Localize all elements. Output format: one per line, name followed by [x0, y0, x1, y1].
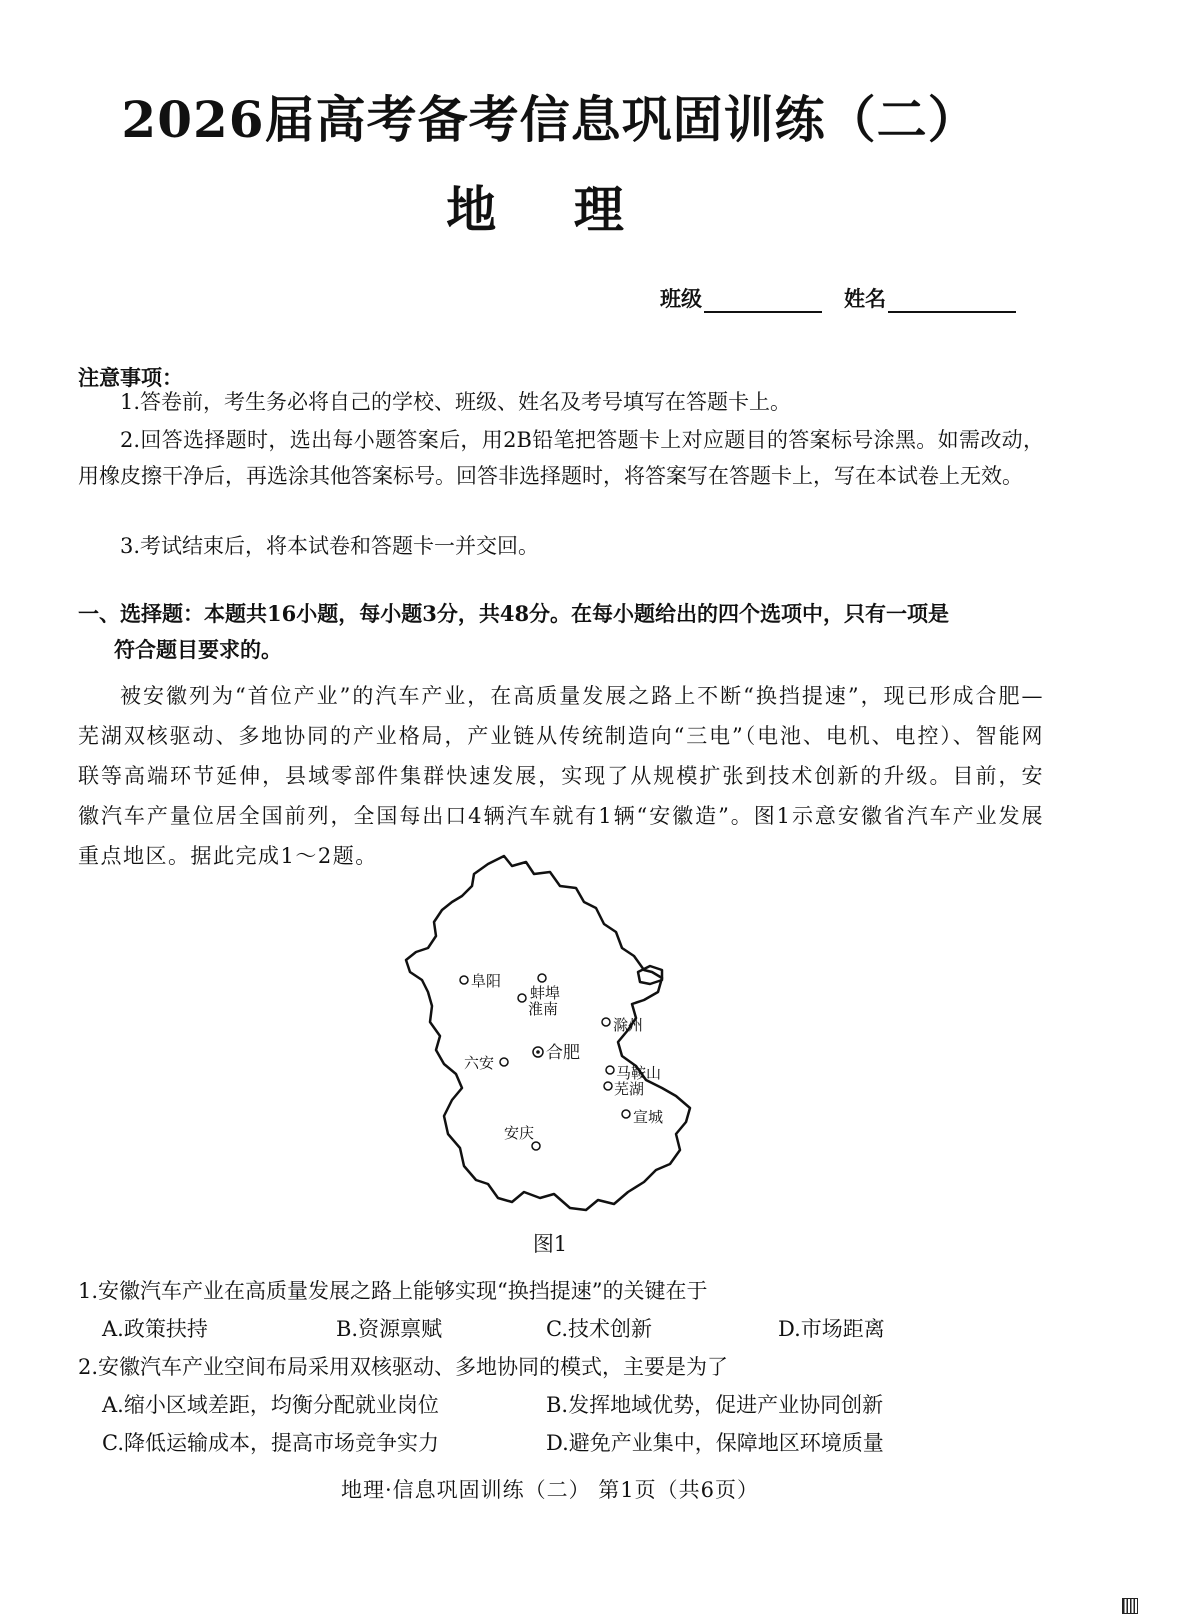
q1-option-c: C.技术创新 [546, 1317, 652, 1341]
notes-title: 注意事项： [78, 365, 183, 390]
class-blank [704, 289, 822, 313]
q2-option-a: A.缩小区域差距，均衡分配就业岗位 [102, 1393, 439, 1417]
page-footer: 地理·信息巩固训练（二） 第1页（共6页） [340, 1478, 760, 1502]
city-marker-maanshan [606, 1066, 614, 1074]
city-label-maanshan: 马鞍山 [616, 1064, 662, 1082]
city-label-fuyang: 阜阳 [471, 972, 502, 990]
student-info-fields [660, 283, 1016, 313]
city-marker-huainan [518, 994, 526, 1002]
city-label-huainan: 淮南 [528, 1000, 559, 1018]
city-marker-hefei-dot [536, 1050, 540, 1054]
name-label: 姓名 [844, 286, 886, 311]
city-marker-xuancheng [622, 1110, 630, 1118]
city-marker-wuhu [604, 1082, 612, 1090]
q2-option-c: C.降低运输成本，提高市场竞争实力 [102, 1431, 439, 1455]
city-marker-bengbu [538, 974, 546, 982]
city-marker-chuzhou [602, 1018, 610, 1026]
q1-option-a: A.政策扶持 [102, 1317, 208, 1341]
city-marker-fuyang [460, 976, 468, 984]
qr-code-icon [1122, 1598, 1138, 1614]
note-item-1: 1.答卷前，考生务必将自己的学校、班级、姓名及考号填写在答题卡上。 [120, 390, 792, 414]
q2-option-b: B.发挥地域优势，促进产业协同创新 [546, 1393, 884, 1417]
city-label-chuzhou: 滁州 [613, 1016, 644, 1034]
q1-option-d: D.市场距离 [778, 1317, 885, 1341]
q1-option-b: B.资源禀赋 [336, 1317, 443, 1341]
anhui-map [400, 852, 720, 1232]
note-item-2: 2.回答选择题时，选出每小题答案后，用2B铅笔把答题卡上对应题目的答案标号涂黑。如需改动，用橡皮擦干净后，再选涂其他答案标号。回答非选择题时，将答案写在答题卡上，写在本试卷上无效。 [78, 428, 1044, 488]
anhui-outline [406, 856, 690, 1210]
city-label-bengbu: 蚌埠 [530, 984, 561, 1002]
reading-passage: 被安徽列为“首位产业”的汽车产业，在高质量发展之路上不断“换挡提速”，现已形成合肥—芜湖双核驱动、多地协同的产业格局，产业链从传统制造向“三电”（电池、电机、电控）、智能网联等高端环节延伸，县域零部件集群快速发展，实现了从规模扩张到技术创新的升级。目前，安徽汽车产量位居全国前列，全国每出口4辆汽车就有1辆“安徽造”。图1示意安徽省汽车产业发展重点地区。据此完成1～2题。 [78, 684, 1044, 868]
city-label-xuancheng: 宣城 [633, 1108, 664, 1126]
exam-title: 2026届高考备考信息巩固训练（二） [121, 90, 979, 149]
city-marker-liuan [500, 1058, 508, 1066]
question-1-stem: 1.安徽汽车产业在高质量发展之路上能够实现“换挡提速”的关键在于 [78, 1279, 708, 1303]
section-line-1: 一、选择题：本题共16小题，每小题3分，共48分。在每小题给出的四个选项中，只有一项是 [78, 601, 950, 626]
q2-option-d: D.避免产业集中，保障地区环境质量 [546, 1431, 884, 1455]
city-label-hefei: 合肥 [546, 1043, 580, 1063]
city-label-liuan: 六安 [464, 1054, 495, 1072]
note-item-3: 3.考试结束后，将本试卷和答题卡一并交回。 [120, 534, 540, 558]
subject-title: 地 理 [446, 180, 654, 239]
class-label: 班级 [660, 286, 702, 311]
section-line-2: 符合题目要求的。 [114, 637, 282, 662]
anhui-map-svg [400, 852, 720, 1232]
question-2-stem: 2.安徽汽车产业空间布局采用双核驱动、多地协同的模式，主要是为了 [78, 1355, 729, 1379]
figure-caption: 图1 [532, 1232, 568, 1256]
city-label-anqing: 安庆 [504, 1124, 535, 1142]
city-label-wuhu: 芜湖 [614, 1080, 645, 1098]
section-heading [78, 596, 1044, 668]
city-marker-anqing [532, 1142, 540, 1150]
name-blank [888, 289, 1016, 313]
